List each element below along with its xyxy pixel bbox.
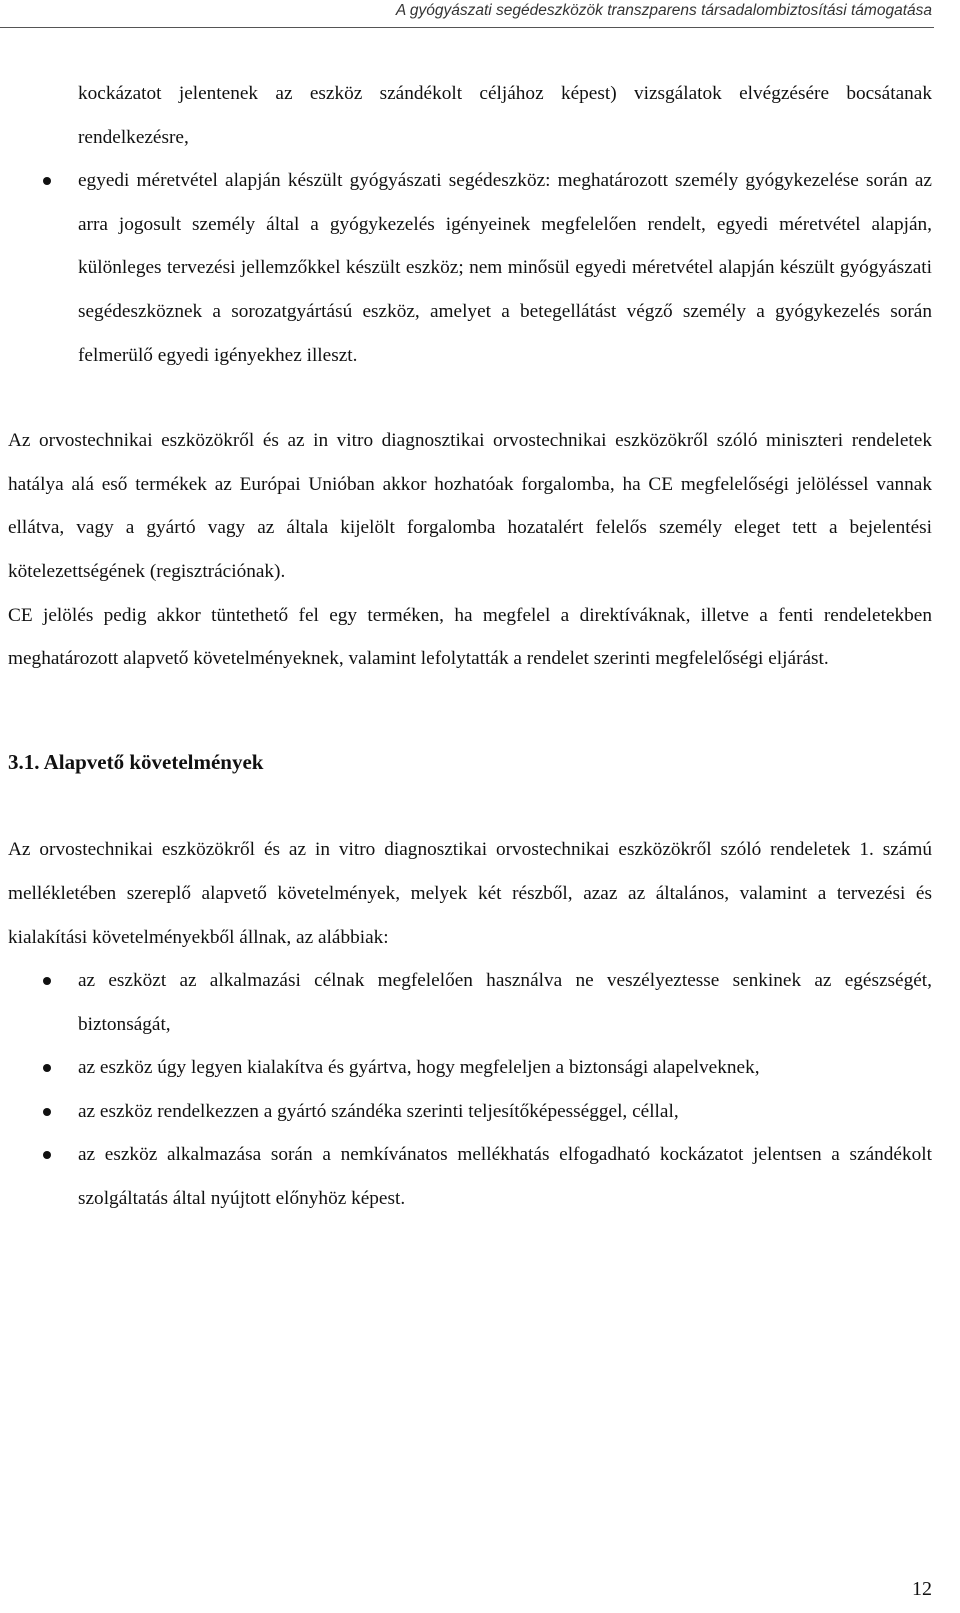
section-intro: Az orvostechnikai eszközökről és az in vitro diagnosztikai orvostechnikai eszközökről szóló rendeletek 1. számú mellékletében szereplő alapvető követelmények, melyek két részből, azaz az általános, valamint a tervezési és kialakítási követelményekből állnak, az alábbiak: — [8, 839, 932, 948]
bullet-icon — [43, 1108, 51, 1116]
requirements-bullet-list — [8, 959, 932, 1221]
bullet-icon — [43, 977, 51, 985]
bullet-icon — [43, 1064, 51, 1072]
page-body — [8, 72, 932, 1221]
bullet-icon — [43, 1151, 51, 1159]
list-item-text: egyedi méretvétel alapján készült gyógyászati segédeszköz: meghatározott személy gyógykezelése során az arra jogosult személy által a gyógykezelés igényeinek megfelelően rendelt, egyedi méretvétel alapján, különleges tervezési jellemzőkkel készült eszköz; nem minősül egyedi méretvétel alapján készült gyógyászati segédeszköznek a sorozatgyártású eszköz, amelyet a betegellátást végző személy a gyógykezelés során felmerülő egyedi igényekhez illeszt. — [78, 170, 932, 366]
page-number: 12 — [912, 1578, 932, 1600]
bullet-icon — [43, 177, 51, 185]
list-item-text: az eszköz úgy legyen kialakítva és gyártva, hogy megfeleljen a biztonsági alapelveknek, — [78, 1057, 760, 1079]
paragraph-ce-marking: CE jelölés pedig akkor tüntethető fel egy terméken, ha megfelel a direktíváknak, illetve a fenti rendeletekben meghatározott alapvető követelményeknek, valamint lefolytatták a rendelet szerinti megfelelőségi eljárást. — [8, 604, 932, 670]
list-item — [8, 1090, 932, 1134]
list-item-text: az eszközt az alkalmazási célnak megfelelően használva ne veszélyeztesse senkinek az egészségét, biztonságát, — [78, 970, 932, 1035]
header-divider — [0, 27, 934, 28]
section-heading: 3.1. Alapvető követelmények — [8, 749, 264, 774]
list-item — [8, 159, 932, 377]
paragraph-ce-regulation: Az orvostechnikai eszközökről és az in vitro diagnosztikai orvostechnikai eszközökről szóló miniszteri rendeletek hatálya alá eső termékek az Európai Unióban akkor hozhatóak forgalomba, ha CE megfelelőségi jelöléssel vannak ellátva, vagy a gyártó vagy az általa kijelölt forgalomba hozatalért felelős személy eleget tett a bejelentési kötelezettségének (regisztrációnak). — [8, 430, 932, 582]
list-continuation: kockázatot jelentenek az eszköz szándékolt céljához képest) vizsgálatok elvégzésére bocsátanak rendelkezésre, — [78, 83, 932, 148]
list-item — [8, 1133, 932, 1220]
list-item — [8, 959, 932, 1046]
list-item — [8, 1046, 932, 1090]
list-item-text: az eszköz alkalmazása során a nemkívánatos mellékhatás elfogadható kockázatot jelentsen a szándékolt szolgáltatás által nyújtott előnyhöz képest. — [78, 1144, 932, 1210]
list-item-text: az eszköz rendelkezzen a gyártó szándéka szerinti teljesítőképességgel, céllal, — [78, 1100, 679, 1122]
running-header: A gyógyászati segédeszközök transzparens társadalombiztosítási támogatása — [395, 2, 932, 19]
intro-bullet-list — [8, 159, 932, 377]
